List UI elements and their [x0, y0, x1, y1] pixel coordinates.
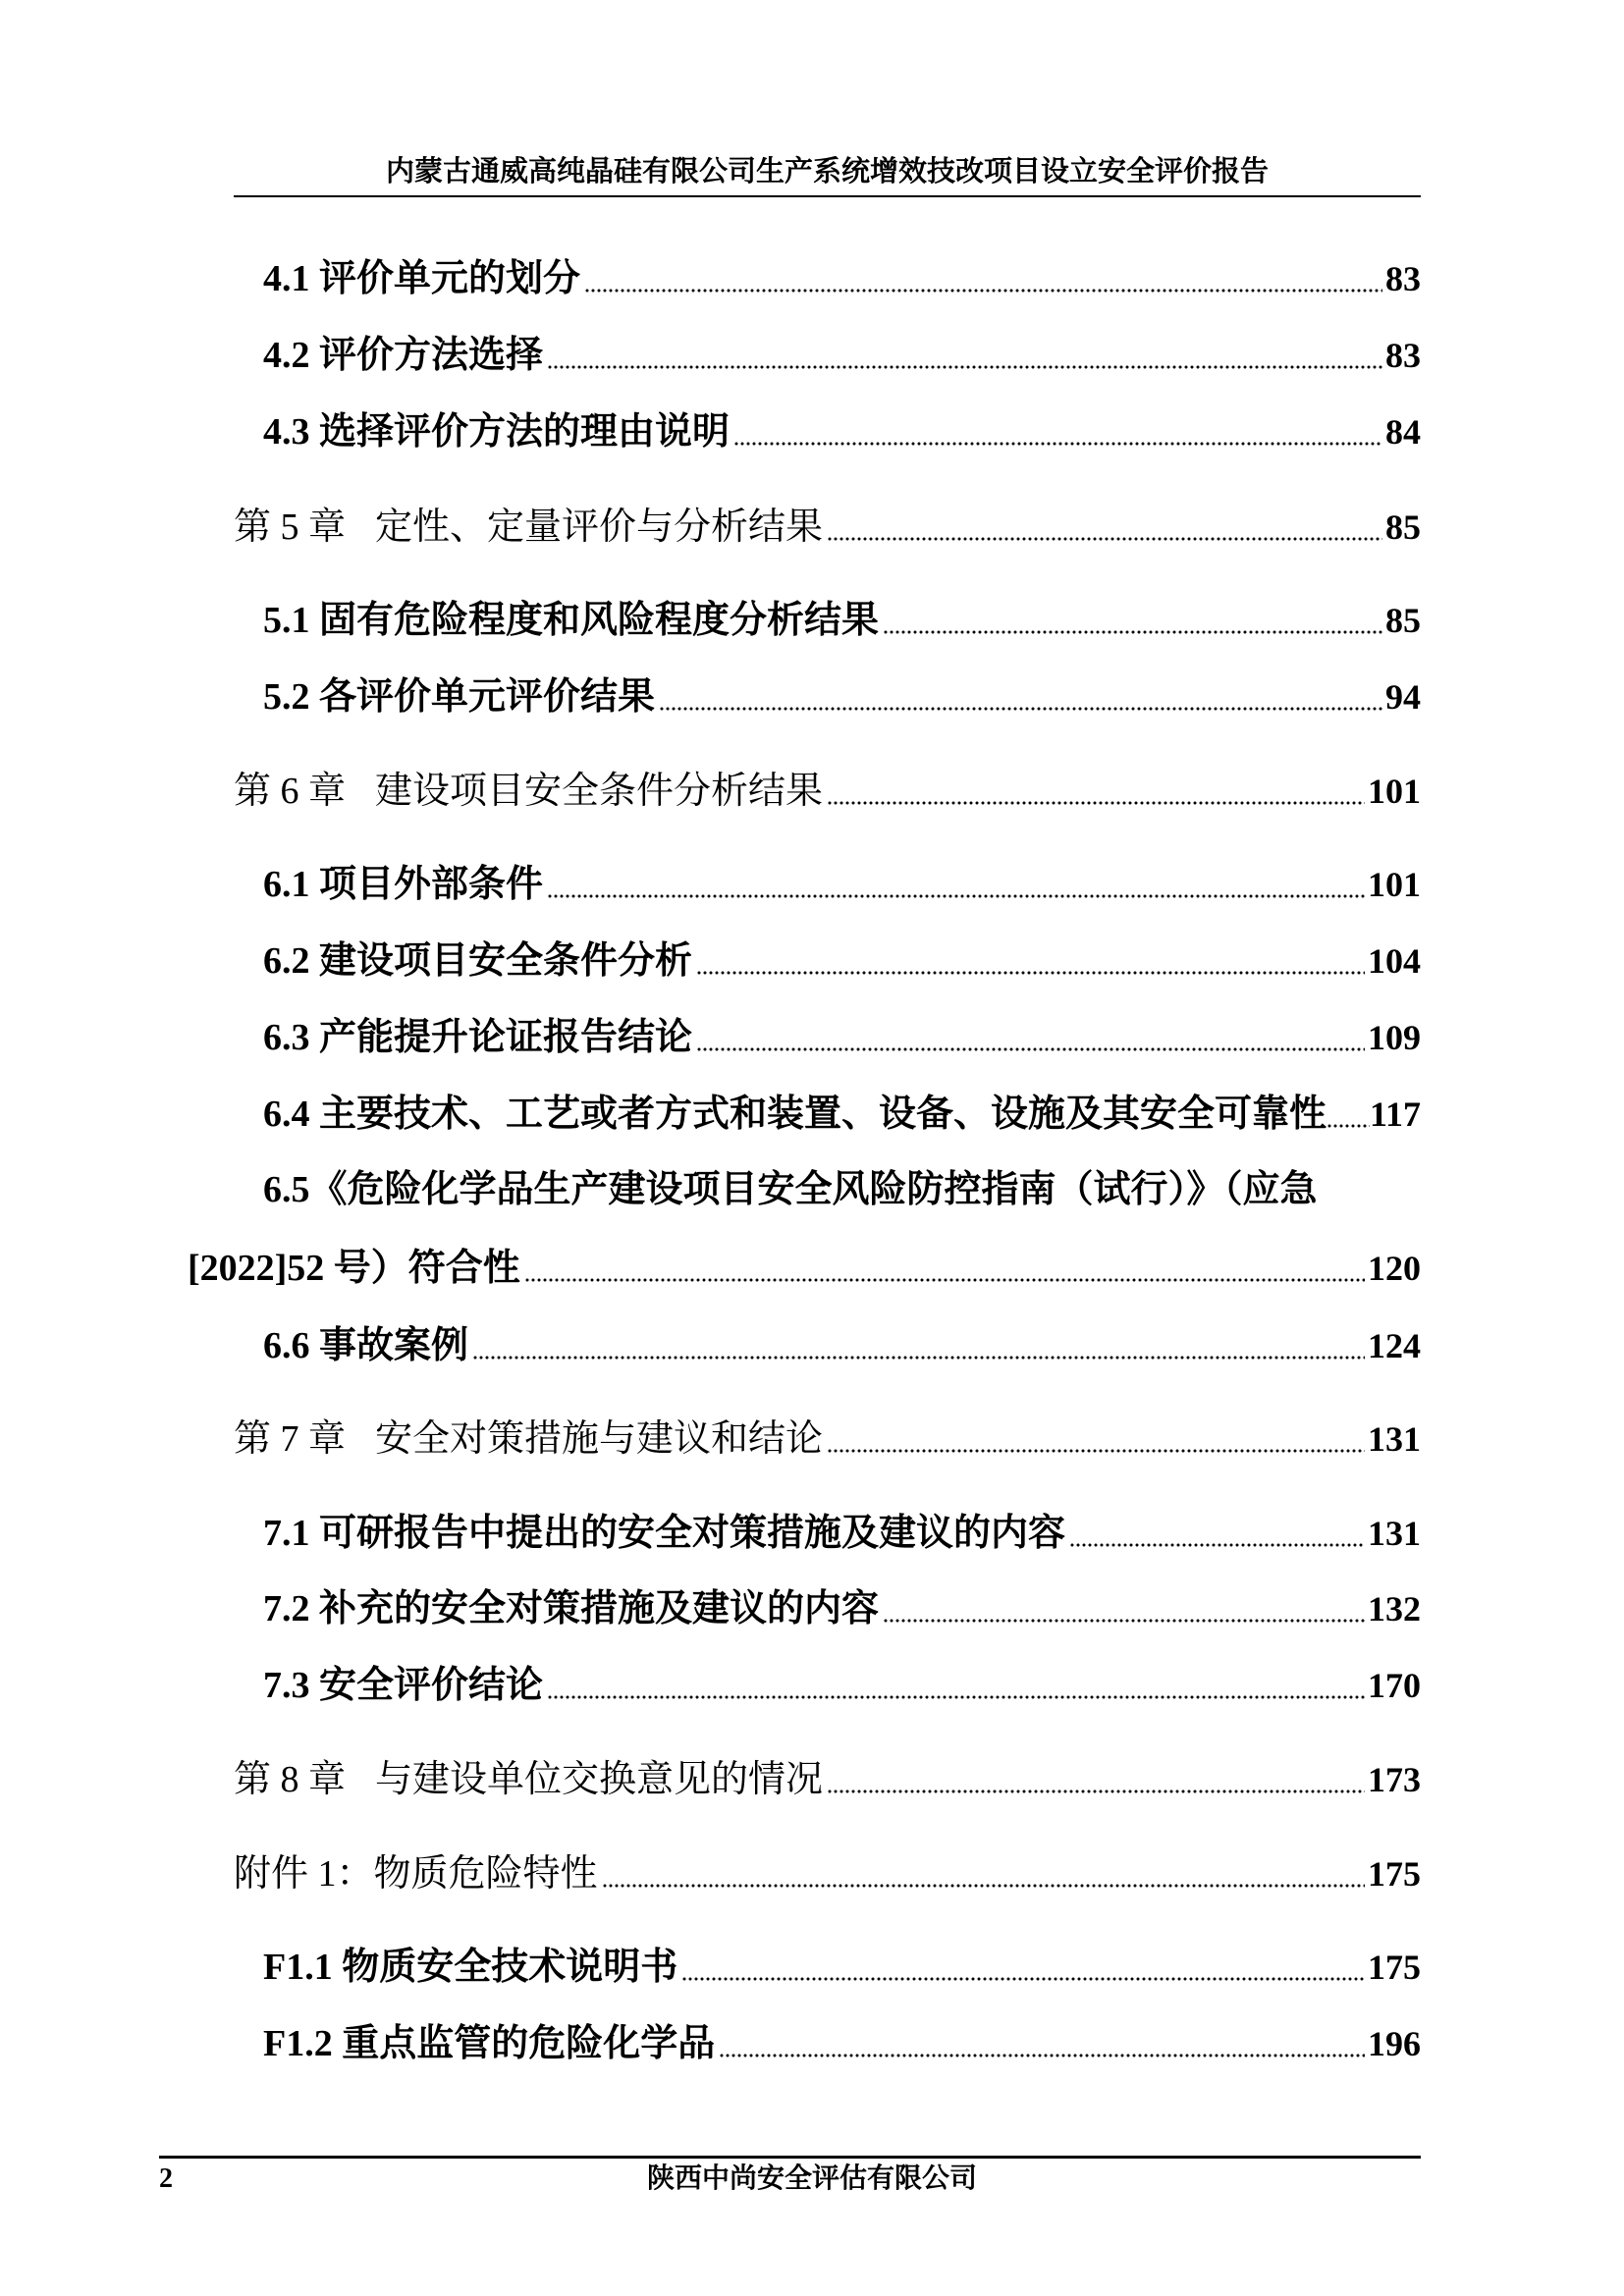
toc-page-number: 117: [1369, 1095, 1421, 1134]
toc-page-number: 173: [1368, 1760, 1421, 1799]
toc-entry-label: 6.3 产能提升论证报告结论: [263, 1017, 693, 1058]
toc-entry-label: 4.3 选择评价方法的理由说明: [263, 411, 731, 453]
toc-appendix-title: 附件 1：物质危险特性: [234, 1853, 598, 1895]
toc-page-number: 196: [1368, 2024, 1421, 2063]
toc-page-number: 83: [1385, 259, 1421, 298]
toc-page-number: 132: [1368, 1589, 1421, 1629]
toc-page-number: 101: [1368, 865, 1421, 904]
header-rule: [234, 195, 1421, 197]
toc-entry-label: F1.2 重点监管的危险化学品: [263, 2023, 716, 2064]
dot-leader: [1069, 1543, 1365, 1547]
toc-entry-label: 4.1 评价单元的划分: [263, 258, 581, 299]
toc-entry-label: 6.5《危险化学品生产建设项目安全风险防控指南（试行）》（应急: [263, 1169, 1318, 1210]
toc-chapter-entry: [234, 504, 1421, 551]
toc-entry: [263, 861, 1421, 908]
toc-entry-label: 5.2 各评价单元评价结果: [263, 676, 656, 718]
dot-leader: [883, 630, 1382, 634]
toc-chapter-title: 安全对策措施与建议和结论: [375, 1418, 824, 1460]
dot-leader: [827, 537, 1382, 541]
toc-chapter-number: 第 5 章: [234, 507, 347, 548]
toc-appendix-entry: [234, 1850, 1421, 1897]
toc-page-number: 131: [1368, 1419, 1421, 1459]
dot-leader: [659, 707, 1382, 711]
toc-chapter-title: 定性、定量评价与分析结果: [375, 507, 824, 548]
toc-entry: [263, 1091, 1421, 1138]
toc-entry: [263, 408, 1421, 455]
dot-leader: [524, 1278, 1365, 1282]
toc-chapter-entry: [234, 1415, 1421, 1463]
footer-rule: [159, 2156, 1421, 2159]
dot-leader: [696, 971, 1365, 975]
toc-page-number: 131: [1368, 1514, 1421, 1553]
dot-leader: [883, 1619, 1365, 1623]
toc-chapter-entry: [234, 1756, 1421, 1803]
toc-page-number: 85: [1385, 601, 1421, 640]
toc-page-number: 170: [1368, 1666, 1421, 1705]
toc-page-number: 109: [1368, 1018, 1421, 1057]
toc-entry-continuation: [188, 1245, 1421, 1292]
toc-page-number: 175: [1368, 1854, 1421, 1894]
toc-page-number: 175: [1368, 1948, 1421, 1987]
toc-page-number: 104: [1368, 941, 1421, 981]
toc-entry: [263, 332, 1421, 379]
dot-leader: [547, 1695, 1365, 1699]
running-header: 内蒙古通威高纯晶硅有限公司生产系统增效技改项目设立安全评价报告: [385, 156, 1269, 187]
toc-page-number: 84: [1385, 412, 1421, 452]
toc-entry: [263, 673, 1421, 721]
toc-entry: [263, 937, 1421, 985]
dot-leader: [472, 1356, 1365, 1360]
toc-entry-label: 6.4 主要技术、工艺或者方式和装置、设备、设施及其安全可靠性: [263, 1094, 1327, 1135]
toc-page-number: 120: [1368, 1249, 1421, 1288]
toc-entry-label: 4.2 评价方法选择: [263, 335, 544, 376]
toc-entry: [263, 1166, 1421, 1213]
toc-chapter-number: 第 8 章: [234, 1759, 347, 1800]
dot-leader: [1326, 1124, 1370, 1128]
dot-leader: [681, 1977, 1365, 1981]
toc-page-number: 94: [1385, 677, 1421, 717]
dot-leader: [827, 1449, 1365, 1453]
toc-entry-label-continuation: [2022]52 号）符合性: [188, 1248, 520, 1289]
toc-entry: [263, 2020, 1421, 2067]
toc-entry: [263, 1510, 1421, 1557]
dot-leader: [696, 1047, 1365, 1051]
footer-page-number: 2: [159, 2163, 173, 2194]
toc-chapter-title: 与建设单位交换意见的情况: [375, 1759, 824, 1800]
toc-entry: [263, 255, 1421, 302]
toc-chapter-number: 第 7 章: [234, 1418, 347, 1460]
toc-entry-label: 7.3 安全评价结论: [263, 1665, 544, 1706]
toc-page-number: 85: [1385, 507, 1421, 547]
toc-page-number: 101: [1368, 772, 1421, 811]
toc-entry-label: 7.2 补充的安全对策措施及建议的内容: [263, 1588, 880, 1629]
dot-leader: [827, 1789, 1365, 1793]
toc-entry-label: F1.1 物质安全技术说明书: [263, 1947, 678, 1988]
toc-entry: [263, 1322, 1421, 1369]
toc-entry: [263, 1014, 1421, 1061]
dot-leader: [733, 442, 1382, 446]
toc-entry-label: 6.6 事故案例: [263, 1325, 469, 1366]
dot-leader: [602, 1884, 1365, 1888]
toc-entry-label: 5.1 固有危险程度和风险程度分析结果: [263, 600, 880, 641]
toc-chapter-number: 第 6 章: [234, 771, 347, 812]
toc-entry-label: 6.2 建设项目安全条件分析: [263, 940, 693, 982]
toc-page-number: 124: [1368, 1326, 1421, 1365]
toc-chapter-title: 建设项目安全条件分析结果: [375, 771, 824, 812]
dot-leader: [547, 365, 1382, 369]
toc-entry: [263, 1585, 1421, 1632]
toc-chapter-entry: [234, 768, 1421, 815]
dot-leader: [584, 289, 1382, 293]
dot-leader: [719, 2054, 1365, 2057]
toc-entry: [263, 1944, 1421, 1991]
toc-entry: [263, 1662, 1421, 1709]
toc-entry-label: 7.1 可研报告中提出的安全对策措施及建议的内容: [263, 1513, 1066, 1554]
footer-company-name: 陕西中尚安全评估有限公司: [646, 2163, 977, 2194]
toc-page-number: 83: [1385, 336, 1421, 375]
toc-entry-label: 6.1 项目外部条件: [263, 864, 544, 905]
dot-leader: [547, 894, 1365, 898]
dot-leader: [827, 801, 1365, 805]
toc-entry: [263, 597, 1421, 644]
